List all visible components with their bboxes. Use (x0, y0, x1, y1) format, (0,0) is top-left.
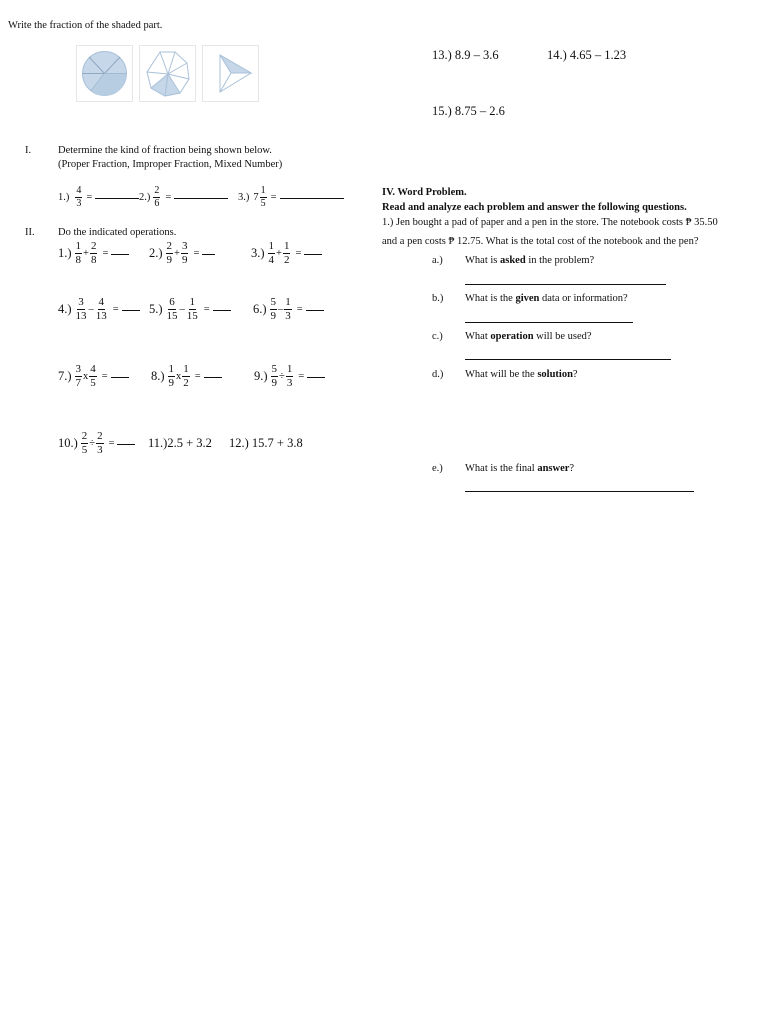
answer-blank[interactable] (307, 376, 325, 378)
operation-problem-3 (251, 241, 322, 266)
fraction: $\frac{4}{3}$ (76, 185, 82, 209)
operation-problem-6 (253, 297, 324, 322)
word-problem-line-2: and a pen costs ₱ 12.75. What is the total cost of the notebook and the pen? (382, 236, 699, 247)
operator: + (174, 248, 180, 259)
equals-sign: = (193, 248, 200, 259)
answer-line-b[interactable] (465, 322, 633, 323)
operator: – (179, 304, 185, 315)
fraction: $\frac{1}{5}$ (260, 185, 266, 209)
fraction-b: $\frac{1}{15}$ (186, 296, 198, 322)
problem-label: 6.) (253, 302, 267, 316)
problem-label: 9.) (254, 369, 268, 383)
question-c: What operation will be used? (465, 331, 592, 342)
fraction-b: $\frac{4}{5}$ (90, 363, 96, 389)
section-4-title: IV. Word Problem. (382, 187, 467, 198)
item-label: 1.) (58, 192, 70, 203)
operation-problem-8 (151, 364, 222, 389)
answer-line-e[interactable] (465, 491, 694, 492)
fraction-a: $\frac{6}{15}$ (166, 296, 178, 322)
shaded-triangle-icon (203, 46, 258, 101)
section-1-numeral: I. (25, 145, 32, 156)
fraction-b: $\frac{2}{3}$ (97, 430, 103, 456)
operator: ÷ (279, 371, 285, 382)
problem-label: 1.) (58, 246, 72, 260)
shape-card-octagon (139, 45, 196, 102)
problem-label: 5.) (149, 302, 163, 316)
operator: + (276, 248, 282, 259)
operation-problem-9 (254, 364, 325, 389)
section-4-subtitle: Read and analyze each problem and answer the following questions. (382, 202, 687, 213)
question-c-letter: c.) (432, 331, 443, 342)
operation-problem-7 (58, 364, 129, 389)
operation-problem-11: 11.)2.5 + 3.2 (148, 436, 212, 450)
fraction-a: $\frac{3}{7}$ (75, 363, 82, 389)
question-b: What is the given data or information? (465, 293, 628, 304)
operation-problem-1 (58, 241, 129, 266)
answer-blank[interactable] (280, 197, 344, 199)
operation-problem-12: 12.) 15.7 + 3.8 (229, 436, 303, 450)
equals-sign: = (203, 304, 210, 315)
equals-sign: = (101, 371, 108, 382)
operation-problem-4 (58, 297, 140, 322)
equals-sign: = (295, 248, 302, 259)
question-a: What is asked in the problem? (465, 255, 595, 266)
answer-blank[interactable] (122, 309, 140, 311)
problem-label: 10.) (58, 436, 78, 450)
operation-problem-5 (149, 297, 231, 322)
shape-card-circle (76, 45, 133, 102)
equals-sign: = (194, 371, 201, 382)
section-2-title: Do the indicated operations. (58, 227, 177, 238)
shaded-octagon-icon (140, 46, 195, 101)
section-1-instruction: Determine the kind of fraction being shown below. (58, 145, 272, 156)
item-label: 2.) (139, 192, 151, 203)
fraction-b: $\frac{1}{3}$ (286, 363, 293, 389)
answer-line-a[interactable] (465, 284, 666, 285)
answer-blank[interactable] (202, 253, 215, 255)
fraction: $\frac{2}{6}$ (154, 185, 160, 209)
shaded-circle-icon (77, 46, 132, 101)
problem-label: 8.) (151, 369, 165, 383)
fraction-b: $\frac{1}{2}$ (283, 240, 290, 266)
fraction-a: $\frac{1}{4}$ (268, 240, 275, 266)
fraction-b: $\frac{1}{2}$ (183, 363, 189, 389)
operator: + (83, 248, 89, 259)
decimal-problem-13: 13.) 8.9 – 3.6 (432, 48, 499, 62)
problem-label: 4.) (58, 302, 72, 316)
fraction-a: $\frac{2}{5}$ (81, 430, 88, 456)
answer-blank[interactable] (204, 376, 222, 378)
answer-blank[interactable] (95, 197, 139, 199)
problem-label: 2.) (149, 246, 163, 260)
answer-blank[interactable] (111, 376, 129, 378)
fraction-a: $\frac{5}{9}$ (270, 296, 277, 322)
operator: ÷ (89, 438, 96, 449)
fraction-kind-item-1 (58, 186, 139, 209)
fraction-kind-item-2 (139, 186, 228, 209)
operation-problem-10 (58, 431, 135, 456)
fraction-a: $\frac{3}{13}$ (75, 296, 87, 322)
equals-sign: = (108, 438, 115, 449)
section-2-numeral: II. (25, 227, 35, 238)
word-problem-line-1: 1.) Jen bought a pad of paper and a pen in the store. The notebook costs ₱ 35.50 (382, 217, 718, 228)
problem-label: 3.) (251, 246, 265, 260)
equals-sign: = (270, 192, 277, 203)
decimal-problem-15: 15.) 8.75 – 2.6 (432, 104, 505, 118)
equals-sign: = (298, 371, 305, 382)
problem-label: 7.) (58, 369, 72, 383)
answer-blank[interactable] (304, 253, 322, 255)
fraction-b: $\frac{3}{9}$ (181, 240, 188, 266)
question-a-letter: a.) (432, 255, 443, 266)
answer-blank[interactable] (117, 443, 135, 445)
fraction-a: $\frac{1}{9}$ (168, 363, 175, 389)
question-e-letter: e.) (432, 463, 443, 474)
answer-line-c[interactable] (465, 359, 671, 360)
fraction-a: $\frac{2}{9}$ (166, 240, 173, 266)
fraction-b: $\frac{2}{8}$ (90, 240, 97, 266)
operator: – (278, 304, 284, 315)
question-d: What will be the solution? (465, 369, 578, 380)
equals-sign: = (296, 304, 303, 315)
equals-sign: = (102, 248, 109, 259)
answer-blank[interactable] (213, 309, 231, 311)
fraction-a: $\frac{1}{8}$ (75, 240, 82, 266)
equals-sign: = (86, 192, 93, 203)
whole-number: 7 (253, 192, 259, 203)
equals-sign: = (165, 192, 172, 203)
decimal-problem-14: 14.) 4.65 – 1.23 (547, 48, 627, 62)
equals-sign: = (112, 304, 119, 315)
answer-blank[interactable] (306, 309, 324, 311)
operation-problem-2 (149, 241, 215, 266)
question-b-letter: b.) (432, 293, 444, 304)
fraction-kind-item-3 (238, 186, 344, 209)
operator: x (83, 371, 89, 382)
fraction-b: $\frac{4}{13}$ (95, 296, 107, 322)
instruction: Write the fraction of the shaded part. (8, 20, 163, 31)
item-label: 3.) (238, 192, 250, 203)
shape-card-triangle (202, 45, 259, 102)
section-1-options: (Proper Fraction, Improper Fraction, Mixed Number) (58, 159, 283, 170)
answer-blank[interactable] (174, 197, 228, 199)
fraction-a: $\frac{5}{9}$ (271, 363, 278, 389)
operator: – (88, 304, 94, 315)
question-e: What is the final answer? (465, 463, 575, 474)
fraction-b: $\frac{1}{3}$ (285, 296, 291, 322)
question-d-letter: d.) (432, 369, 444, 380)
operator: x (176, 371, 182, 382)
answer-blank[interactable] (111, 253, 129, 255)
